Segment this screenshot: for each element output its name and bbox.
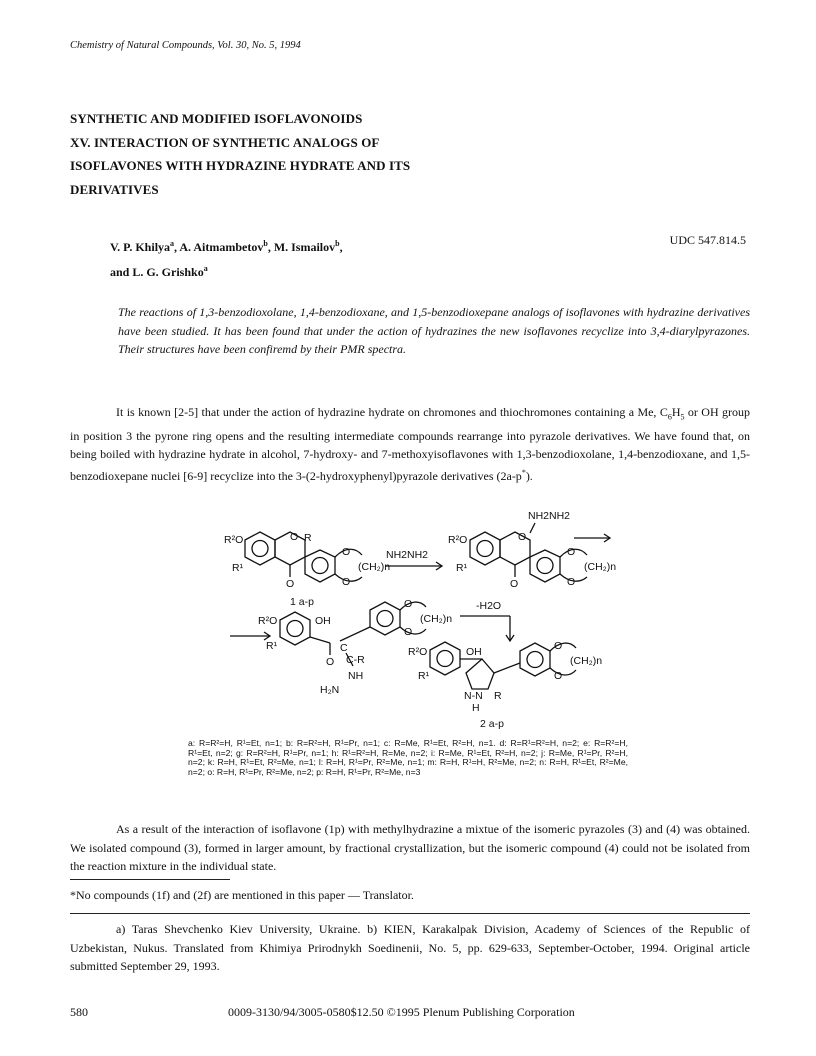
atom-label: C-R bbox=[346, 654, 365, 666]
atom-label: R¹ bbox=[232, 562, 244, 574]
atom-label: O bbox=[567, 546, 576, 558]
atom-label: O bbox=[342, 576, 351, 588]
reagent-label: NH2NH2 bbox=[528, 510, 571, 522]
benzene-ring bbox=[530, 550, 560, 582]
benzene-ring bbox=[245, 532, 275, 565]
atom-label: H₂N bbox=[320, 684, 340, 696]
atom-label: (CH₂)n bbox=[570, 655, 603, 667]
atom-label: N-N bbox=[464, 690, 483, 702]
footnote-divider bbox=[70, 879, 230, 880]
footnote-mark: * bbox=[521, 467, 526, 477]
atom-label: R bbox=[494, 690, 502, 702]
atom-label: O bbox=[286, 578, 295, 590]
aromatic-circle bbox=[437, 651, 453, 667]
copyright-line: 0009-3130/94/3005-0580$12.50 ©1995 Plenum Publishing Corporation bbox=[228, 1005, 575, 1019]
journal-header: Chemistry of Natural Compounds, Vol. 30, No. 5, 1994 bbox=[70, 40, 301, 51]
reagent-label: -H2O bbox=[476, 600, 502, 612]
body-paragraph bbox=[70, 820, 750, 876]
text-run: ). bbox=[525, 468, 533, 483]
atom-label: O bbox=[518, 531, 527, 543]
udc-code: UDC 547.814.5 bbox=[669, 233, 746, 247]
atom-label: (CH₂)n bbox=[584, 561, 617, 573]
atom-label: R²O bbox=[448, 534, 468, 546]
atom-label: R¹ bbox=[418, 670, 430, 682]
reaction-scheme bbox=[190, 503, 630, 731]
title-line: DERIVATIVES bbox=[70, 181, 159, 197]
text-run: It is known [2-5] that under the action of hydrazine hydrate on chromones and thiochromones containing a Me, C bbox=[116, 405, 668, 419]
body-paragraph bbox=[70, 403, 750, 485]
subscript: 6 bbox=[667, 412, 672, 422]
atom-label: H bbox=[472, 702, 480, 714]
atom-label: O bbox=[404, 598, 413, 610]
paragraph-text: As a result of the interaction of isoflavone (1p) with methylhydrazine a mixtue of the isomeric pyrazoles (3) and (4) was obtained. We isolated compound (3), formed in larger amount, by fractional crystallization, but the isomeric compound (4) could not be isolated from the reaction mixture in the individual state. bbox=[70, 822, 750, 873]
benzene-ring bbox=[370, 602, 400, 635]
aromatic-circle bbox=[252, 541, 268, 557]
pyrazole-ring bbox=[466, 659, 494, 689]
affiliation-mark: b bbox=[335, 239, 340, 248]
author-line bbox=[110, 233, 530, 258]
title-line: SYNTHETIC AND MODIFIED ISOFLAVONOIDS bbox=[70, 111, 363, 126]
benzene-ring bbox=[305, 550, 335, 582]
text-run: or OH group in position 3 the pyrone ring opens and the resulting intermediate compounds rearrange into pyrazole derivatives. We have found that, on being boiled with hydrazine hydrate in alcohol, 7-hydroxy- and 7-methoxyisoflavones with 1,3-benzodioxolane, 1,4-benzodioxane, and 1,5-benzodioxepane nuclei [6-9] recyclize into the 3-(2-hydroxyphenyl)pyrazole derivatives (2a-p bbox=[70, 405, 751, 483]
benzene-ring bbox=[430, 642, 460, 675]
affiliation-mark: a bbox=[170, 239, 175, 248]
atom-label: R²O bbox=[224, 534, 244, 546]
aromatic-circle bbox=[537, 558, 553, 574]
atom-label: R²O bbox=[258, 615, 278, 627]
author-name: and L. G. Grishko bbox=[110, 265, 204, 279]
atom-label: (CH₂)n bbox=[420, 613, 453, 625]
aromatic-circle bbox=[287, 621, 303, 637]
atom-label: (CH₂)n bbox=[358, 561, 391, 573]
aromatic-circle bbox=[477, 541, 493, 557]
atom-label: R¹ bbox=[266, 640, 278, 652]
atom-label: R bbox=[304, 532, 312, 544]
atom-label: O bbox=[554, 670, 563, 682]
scheme-legend: a: R=R²=H, R¹=Et, n=1; b: R=R²=H, R¹=Pr, n=1; c: R=Me, R¹=Et, R²=H, n=1. d: R=R¹=R²=H, n=2; e: R=R²=H, R¹=Et, n=2; g: R=R²=H, R¹=Pr, n=1; h: R¹=R²=H, R=Me, n=2; i: R=Me, R¹=Et, R²=H, n=2; j: R=Me, R¹=Pr, R²=H, n=2; k: R=H, R¹=Et, R²=Me, n=1; l: R=H, R¹=Pr, R²=Me, n=1; m: R=H, R¹=H, R²=Me, n=2; n: R=H, R¹=Et, R²=Me, n=2; o: R=H, R¹=Pr, R²=Me, n=2; p: R=H, R¹=Pr, R²=Me, n=3 bbox=[188, 738, 628, 777]
page-number: 580 bbox=[70, 1005, 88, 1019]
atom-label: O bbox=[342, 546, 351, 558]
subscript: 5 bbox=[680, 412, 685, 422]
benzene-ring bbox=[520, 643, 550, 676]
affiliation-divider bbox=[70, 913, 750, 914]
atom-label: OH bbox=[466, 646, 482, 658]
atom-label: NH bbox=[348, 670, 364, 682]
atom-label: O bbox=[554, 640, 563, 652]
atom-label: O bbox=[510, 578, 519, 590]
author-line bbox=[110, 258, 530, 283]
benzene-ring bbox=[470, 532, 500, 565]
atom-label: O bbox=[326, 656, 335, 668]
title-line: XV. INTERACTION OF SYNTHETIC ANALOGS OF bbox=[70, 134, 380, 150]
compound-label: 2 a-p bbox=[480, 718, 504, 730]
atom-label: OH bbox=[315, 615, 331, 627]
atom-label: O bbox=[404, 626, 413, 638]
atom-label: O bbox=[290, 531, 299, 543]
aromatic-circle bbox=[312, 558, 328, 574]
compound-label: 1 a-p bbox=[290, 596, 314, 608]
author-name: V. P. Khilya bbox=[110, 240, 171, 254]
title-line: ISOFLAVONES WITH HYDRAZINE HYDRATE AND ITS bbox=[70, 158, 411, 173]
affiliation-text: a) Taras Shevchenko Kiev University, Ukraine. b) KIEN, Karakalpak Division, Academy of Sciences of the Republic of Uzbekistan, Nukus. Translated from Khimiya Prirodnykh Soedinenii, No. 5, pp. 629-633, September-October, 1994. Original article submitted September 29, 1993. bbox=[70, 922, 750, 973]
atom-label: R²O bbox=[408, 646, 428, 658]
author-name: , M. Ismailov bbox=[267, 240, 336, 254]
reagent-label: NH2NH2 bbox=[386, 549, 429, 561]
aromatic-circle bbox=[377, 611, 393, 627]
atom-label: O bbox=[567, 576, 576, 588]
translator-footnote: *No compounds (1f) and (2f) are mentioned in this paper — Translator. bbox=[70, 888, 414, 902]
affiliation-mark: a bbox=[203, 264, 208, 273]
text-run: H bbox=[671, 405, 681, 419]
author-list bbox=[110, 233, 530, 283]
affiliation-mark: b bbox=[263, 239, 268, 248]
atom-label: R¹ bbox=[456, 562, 468, 574]
aromatic-circle bbox=[527, 652, 543, 668]
article-title bbox=[70, 107, 630, 201]
paragraph-text bbox=[70, 403, 750, 485]
affiliation-note bbox=[70, 920, 750, 976]
abstract: The reactions of 1,3-benzodioxolane, 1,4-benzodioxane, and 1,5-benzodioxepane analogs of isoflavones with hydrazine derivatives have been studied. It has been found that under the action of hydrazines the new isoflavones recyclize into 3,4-diarylpyrazones. Their structures have been confiremd by their PMR spectra. bbox=[118, 305, 750, 356]
author-separator: , bbox=[339, 240, 343, 254]
author-name: , A. Aitmambetov bbox=[174, 240, 264, 254]
benzene-ring bbox=[280, 612, 310, 645]
atom-label: C bbox=[340, 642, 348, 654]
